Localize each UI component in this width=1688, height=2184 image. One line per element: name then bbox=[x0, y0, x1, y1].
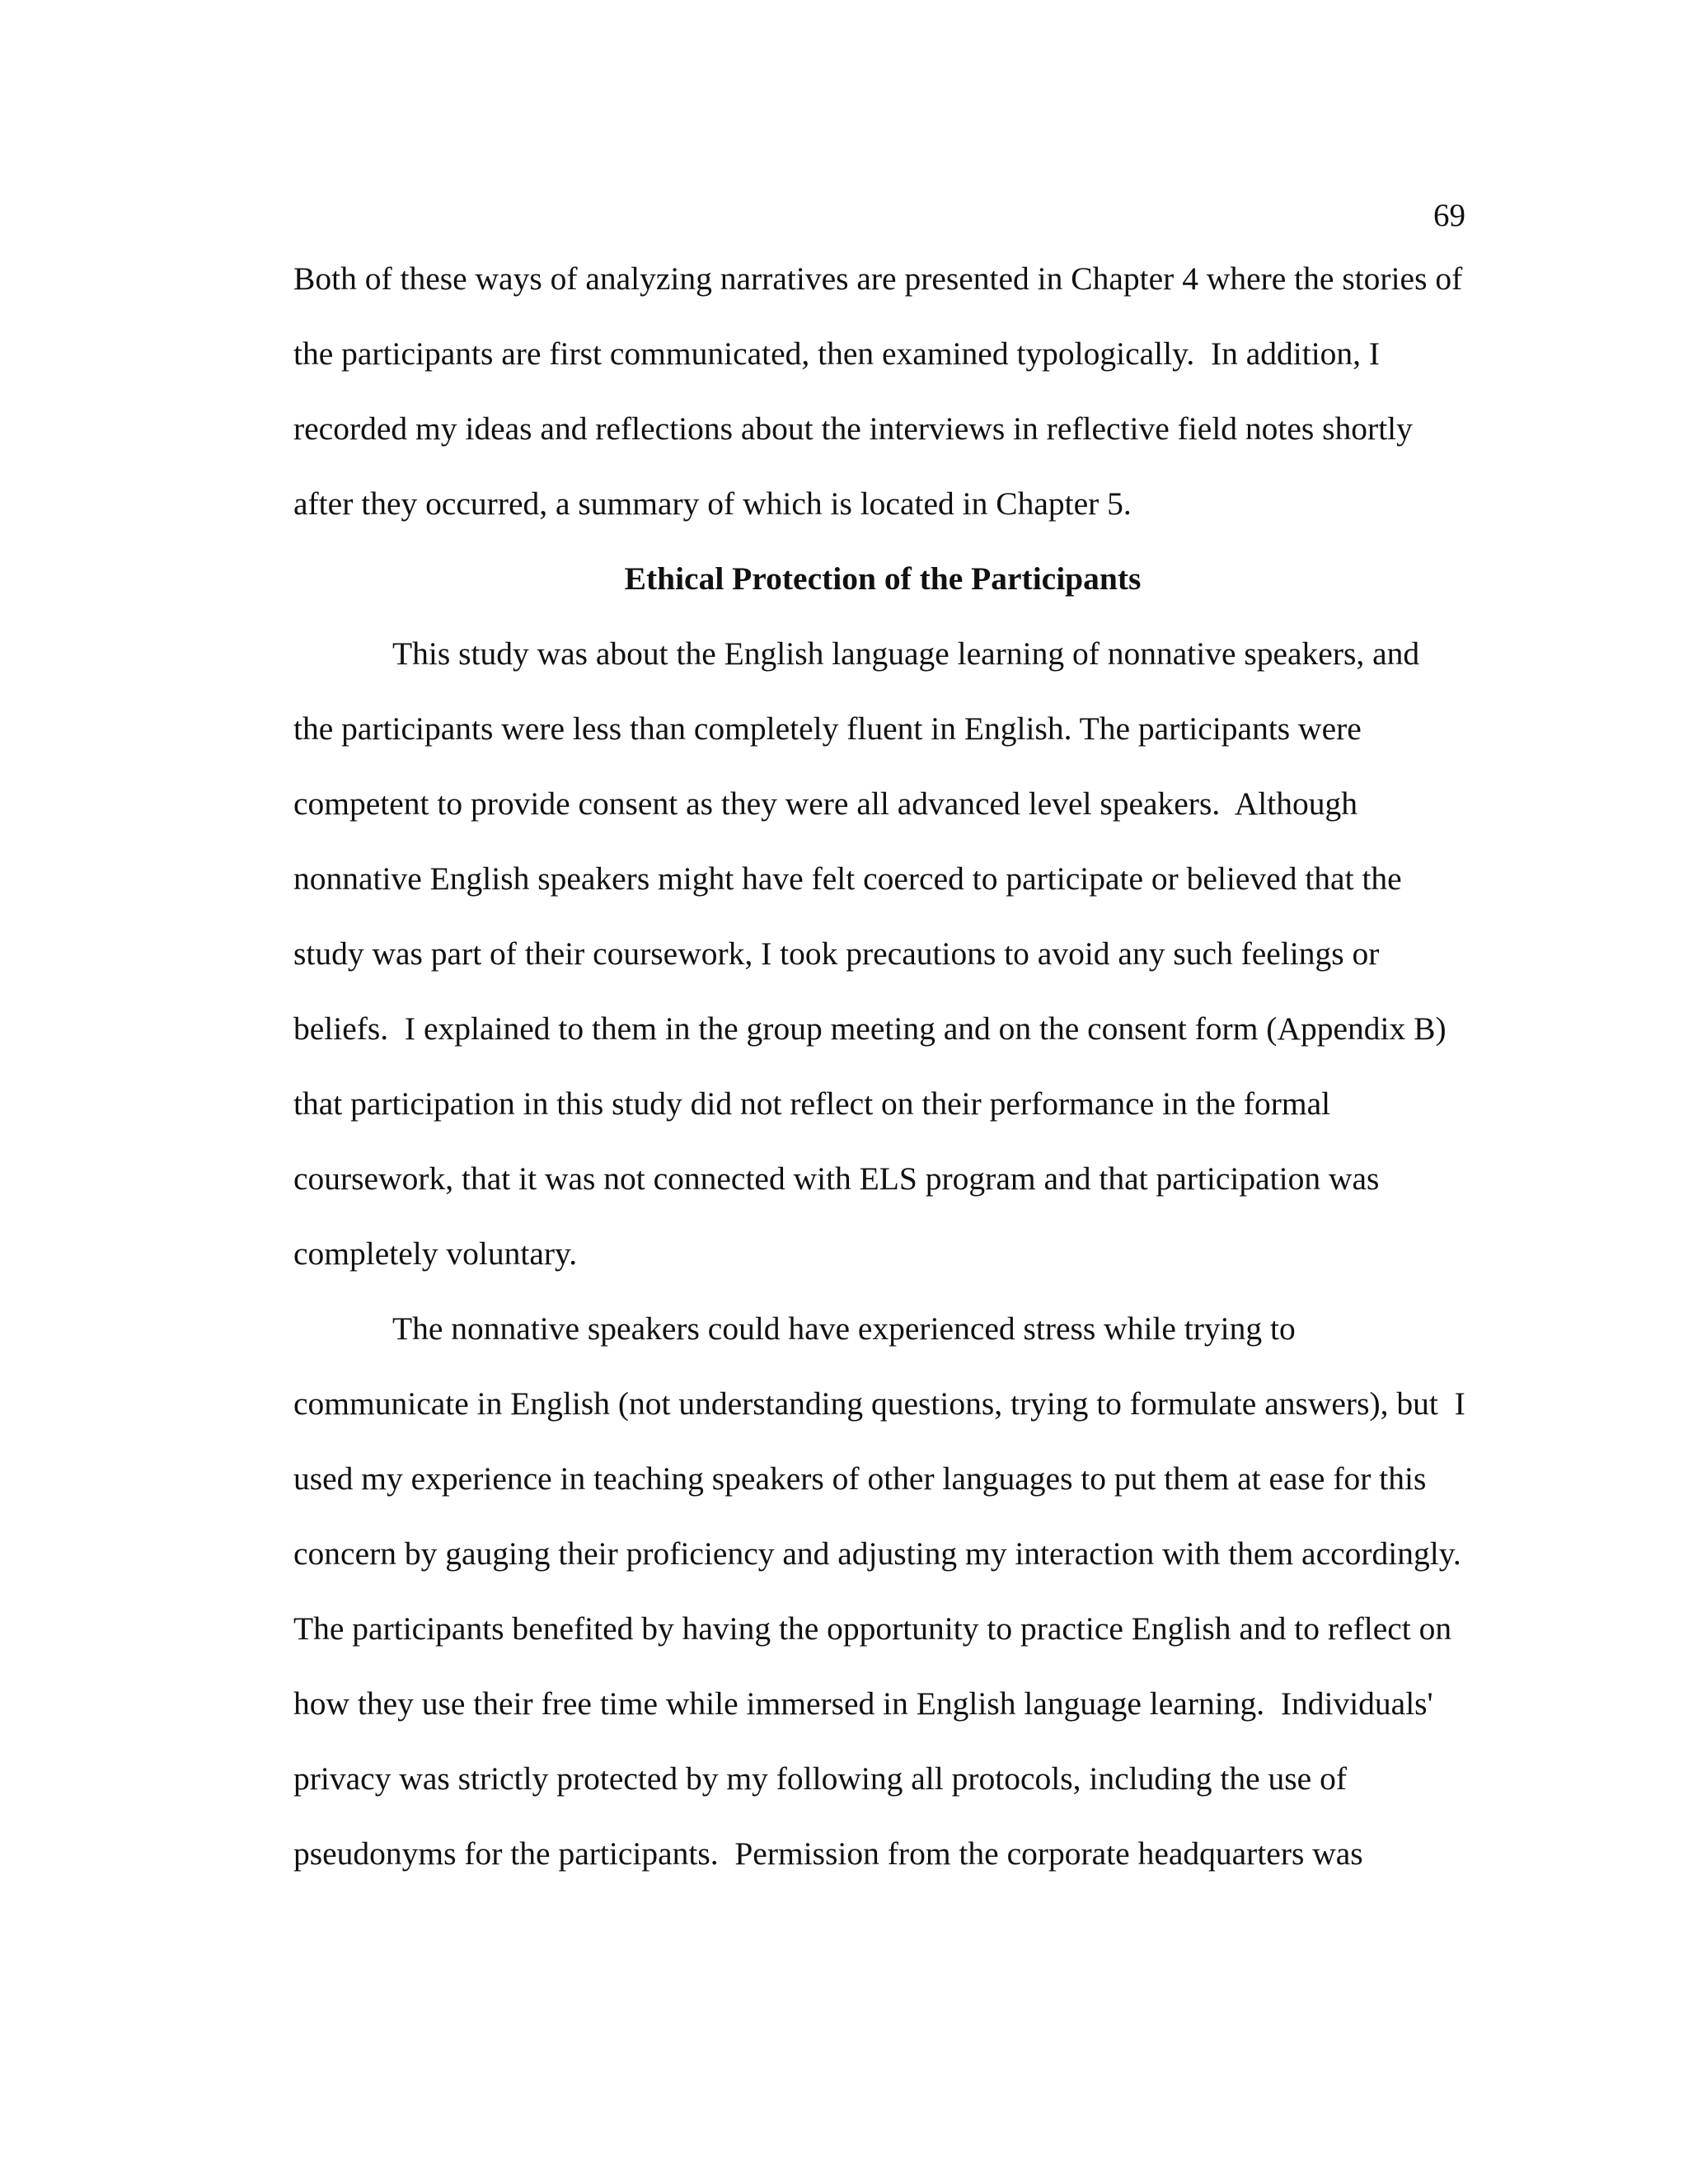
text-line: the participants are first communicated, then examined typologically. In addition, I bbox=[293, 335, 1381, 372]
text-line: concern by gauging their proficiency and adjusting my interaction with them accordingly. bbox=[293, 1535, 1461, 1572]
text-line: recorded my ideas and reflections about the interviews in reflective field notes shortly bbox=[293, 410, 1413, 447]
paragraph-consent bbox=[293, 630, 1472, 1305]
paragraph-analysis bbox=[293, 255, 1472, 555]
text-line: the participants were less than completely fluent in English. The participants were bbox=[293, 710, 1362, 747]
paragraph-stress bbox=[293, 1305, 1472, 1905]
text-line: used my experience in teaching speakers of other languages to put them at ease for this bbox=[293, 1460, 1427, 1497]
text-line: The nonnative speakers could have experienced stress while trying to bbox=[392, 1310, 1296, 1347]
text-line: nonnative English speakers might have felt coerced to participate or believed that the bbox=[293, 860, 1402, 897]
text-line: after they occurred, a summary of which is located in Chapter 5. bbox=[293, 485, 1132, 522]
text-line: completely voluntary. bbox=[293, 1235, 578, 1272]
text-line: beliefs. I explained to them in the group meeting and on the consent form (Appendix B) bbox=[293, 1010, 1447, 1047]
text-line: how they use their free time while immersed in English language learning. Individuals' bbox=[293, 1685, 1433, 1722]
text-line: Both of these ways of analyzing narratives are presented in Chapter 4 where the stories of bbox=[293, 260, 1463, 297]
text-line: privacy was strictly protected by my following all protocols, including the use of bbox=[293, 1760, 1347, 1797]
text-line: study was part of their coursework, I took precautions to avoid any such feelings or bbox=[293, 935, 1380, 972]
section-heading: Ethical Protection of the Participants bbox=[624, 560, 1142, 597]
text-line: competent to provide consent as they were all advanced level speakers. Although bbox=[293, 785, 1358, 822]
text-line: This study was about the English language learning of nonnative speakers, and bbox=[392, 635, 1420, 672]
text-line: The participants benefited by having the opportunity to practice English and to reflect on bbox=[293, 1610, 1452, 1647]
body-text bbox=[293, 255, 1472, 1905]
text-line: pseudonyms for the participants. Permission from the corporate headquarters was bbox=[293, 1835, 1363, 1872]
page-number: 69 bbox=[1433, 198, 1465, 233]
text-line: that participation in this study did not reflect on their performance in the formal bbox=[293, 1085, 1331, 1122]
text-line: communicate in English (not understanding questions, trying to formulate answers), but I bbox=[293, 1385, 1465, 1422]
text-line: coursework, that it was not connected with ELS program and that participation was bbox=[293, 1160, 1380, 1197]
